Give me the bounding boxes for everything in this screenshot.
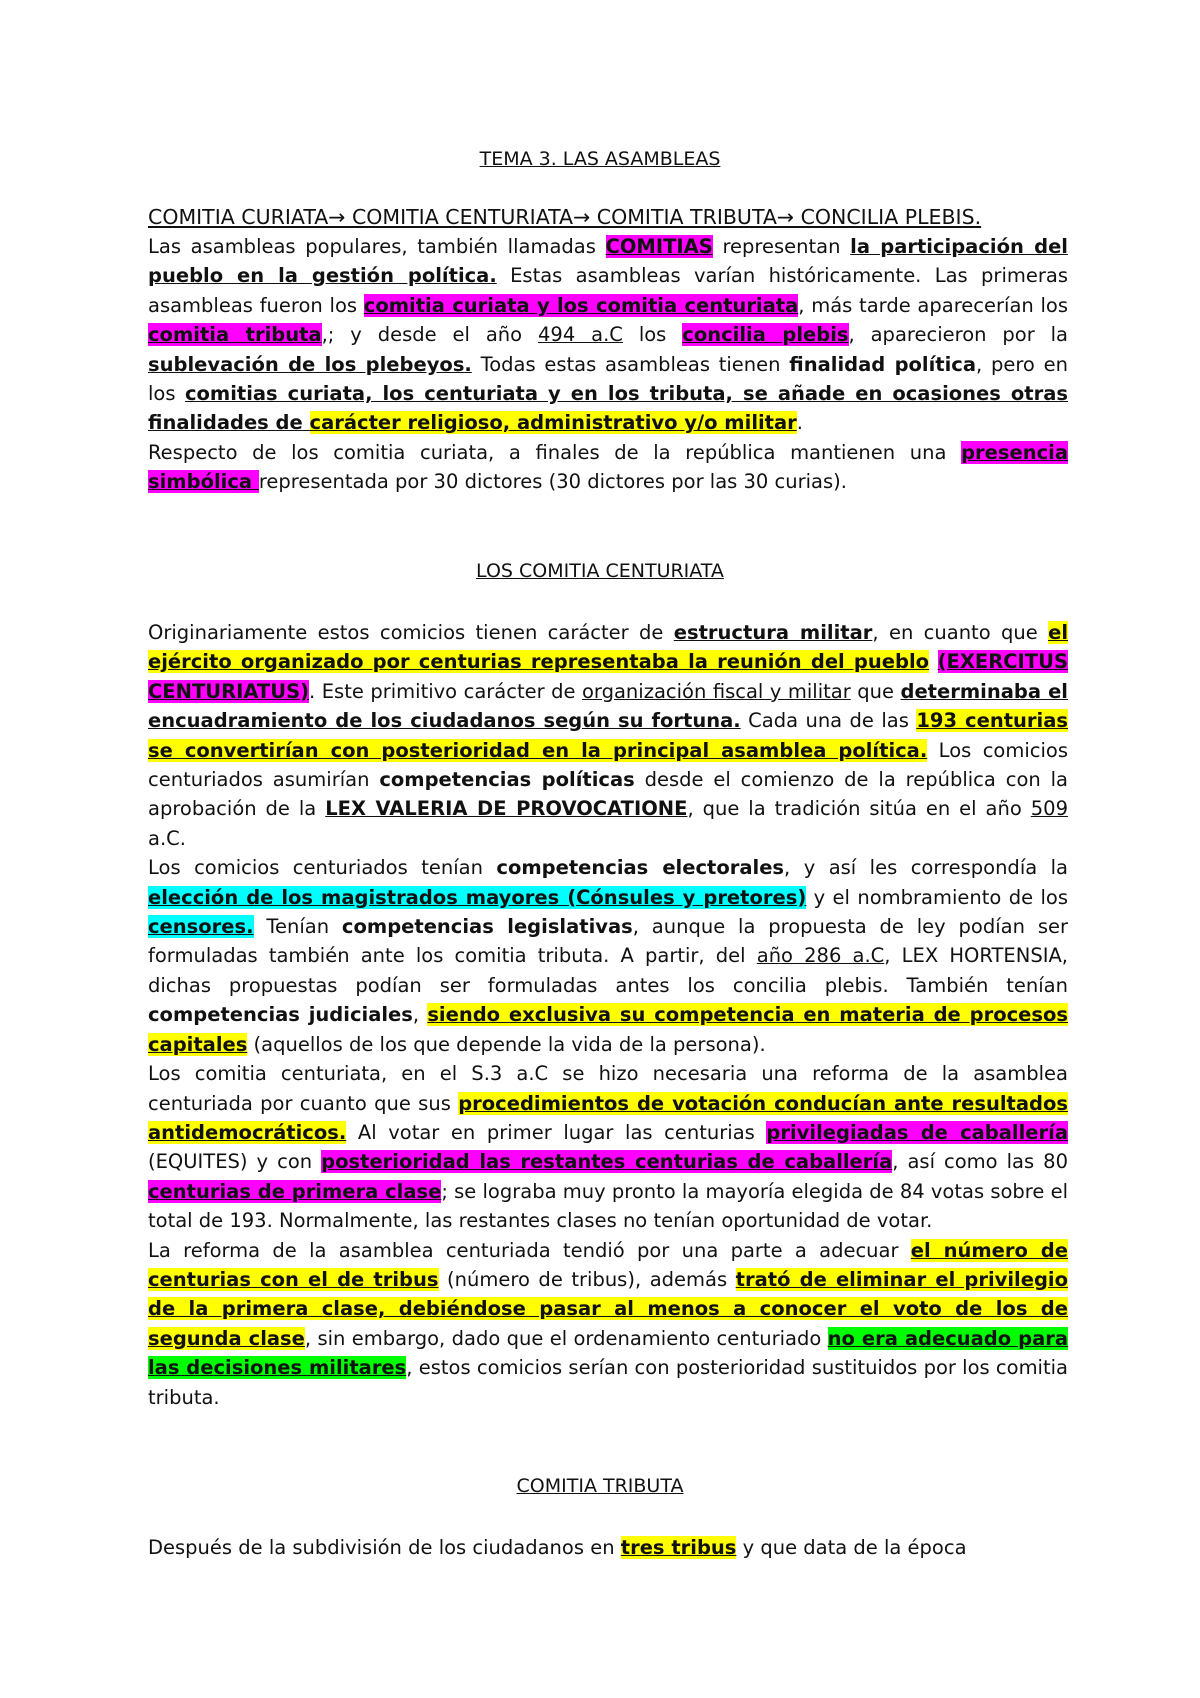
paragraph-6: La reforma de la asamblea centuriada tendió por una parte a adecuar el número de centurias con el de tribus (número de tribus), además trató de eliminar el privilegio de la primera clase, debiéndose pasar al menos a conocer el voto de los de segunda clase, sin embargo, dado que el ordenamiento centuriado no era adecuado para las decisiones militares, estos comicios serían con posterioridad sustituidos por los comitia tributa. (148, 1238, 1069, 1409)
paragraph-2: Respecto de los comitia curiata, a finales de la república mantienen una presencia simbólica representada por 30 dictores (30 dictores por las 30 curias). (148, 440, 1068, 494)
section-centuriata (148, 618, 1068, 1412)
page-title: TEMA 3. LAS ASAMBLEAS (479, 148, 721, 170)
paragraph-1: Las asambleas populares, también llamadas COMITIAS representan la participación del pueblo en la gestión política. Estas asambleas varían históricamente. Las primeras asambleas fueron los comitia curiata y los comitia centuriata, más tarde aparecerían los comitia tributa,; y desde el año 494 a.C los concilia plebis, aparecieron por la sublevación de los plebeyos. Todas estas asambleas tienen finalidad política, pero en los comitias curiata, los centuriata y en los tributa, se añade en ocasiones otras finalidades de carácter religioso, administrativo y/o militar. (148, 235, 1069, 435)
paragraph-5: Los comitia centuriata, en el S.3 a.C se hizo necesaria una reforma de la asamblea centuriada por cuanto que sus procedimientos de votación conducían ante resultados antidemocráticos. Al votar en primer lugar las centurias privilegiadas de caballería (EQUITES) y con posterioridad las restantes centurias de caballería, así como las 80 centurias de primera clase; se lograba muy pronto la mayoría elegida de 84 votas sobre el total de 193. Normalmente, las restantes clases no tenían oportunidad de votar. (148, 1062, 1068, 1233)
heading-comitia-centuriata: LOS COMITIA CENTURIATA (476, 560, 724, 582)
paragraph-3: Originariamente estos comicios tienen carácter de estructura militar, en cuanto que el ejército organizado por centurias representaba la reunión del pueblo (EXERCITUS CENTURIATUS). Este primitivo carácter de organización fiscal y militar que determinaba el encuadramiento de los ciudadanos según su fortuna. Cada una de las 193 centurias se convertirían con posterioridad en la principal asamblea política. Los comicios centuriados asumirían competencias políticas desde el comienzo de la república con la aprobación de la LEX VALERIA DE PROVOCATIONE, que la tradición sitúa en el año 509 a.C. (148, 621, 1069, 850)
assembly-sequence: COMITIA CURIATA→ COMITIA CENTURIATA→ COMITIA TRIBUTA→ CONCILIA PLEBIS. (148, 205, 982, 229)
section-tributa (148, 1533, 1068, 1562)
section-intro (148, 203, 1068, 497)
paragraph-7: Después de la subdivisión de los ciudadanos en tres tribus y que data de la época (148, 1536, 967, 1559)
paragraph-4: Los comicios centuriados tenían competencias electorales, y así les correspondía la elección de los magistrados mayores (Cónsules y pretores) y el nombramiento de los censores. Tenían competencias legislativas, aunque la propuesta de ley podían ser formuladas también ante los comitia tributa. A partir, del año 286 a.C, LEX HORTENSIA, dichas propuestas podían ser formuladas antes los concilia plebis. También tenían competencias judiciales, siendo exclusiva su competencia en materia de procesos capitales (aquellos de los que depende la vida de la persona). (148, 856, 1069, 1056)
heading-comitia-tributa: COMITIA TRIBUTA (516, 1475, 684, 1497)
